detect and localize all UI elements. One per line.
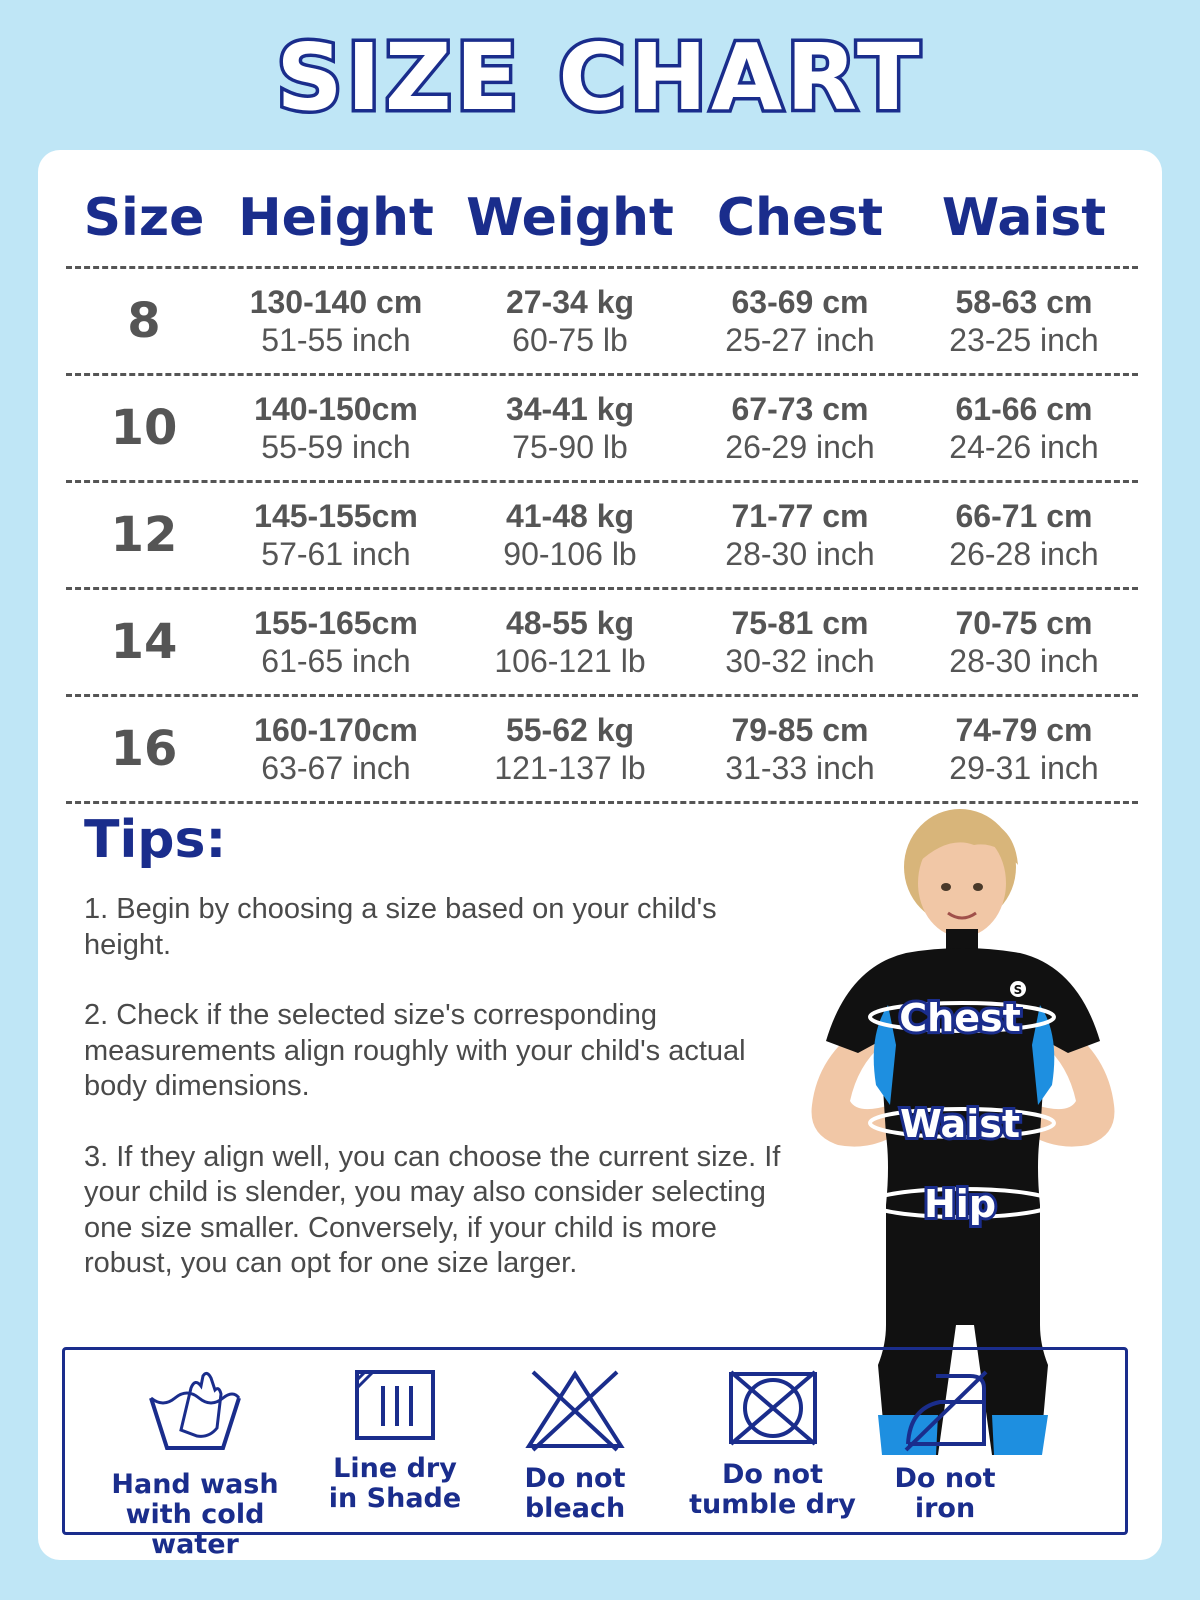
chest-cell [688,390,912,466]
height-cell [220,283,452,359]
weight-imperial: 121-137 lb [494,750,646,786]
care-label: Do not bleach [524,1463,626,1524]
chest-metric: 67-73 cm [731,391,869,427]
care-no-iron [875,1368,1015,1524]
waist-cell [912,711,1136,787]
weight-metric: 48-55 kg [505,605,635,641]
waist-cell [912,497,1136,573]
table-row [68,269,1136,373]
table-header [68,170,1136,266]
height-imperial: 61-65 inch [261,643,411,679]
weight-metric: 34-41 kg [505,391,635,427]
size-cell: 14 [110,614,178,670]
care-label: Do not tumble dry [689,1459,856,1520]
page-title: SIZE CHART [276,24,924,131]
care-line-dry [315,1368,475,1514]
tip-item: 3. If they align well, you can choose the current size. If your child is slender, you may also consider selecting one size smaller. Conversely, if your child is more robust, you can opt for one size larger. [84,1140,781,1279]
care-label: Hand wash with cold water [111,1469,279,1560]
waist-imperial: 26-28 inch [949,536,1099,572]
weight-imperial: 60-75 lb [512,322,628,358]
no-tumble-dry-icon [727,1368,819,1448]
chest-cell [688,283,912,359]
waist-metric: 66-71 cm [955,498,1093,534]
chest-imperial: 30-32 inch [725,643,875,679]
size-cell: 16 [110,721,178,777]
weight-cell [452,390,688,466]
waist-cell [912,390,1136,466]
weight-cell [452,711,688,787]
waist-cell [912,604,1136,680]
weight-imperial: 90-106 lb [503,536,637,572]
tip-item: 1. Begin by choosing a size based on your child's height. [84,893,717,961]
weight-imperial: 106-121 lb [494,643,646,679]
waist-metric: 61-66 cm [955,391,1093,427]
no-iron-icon [900,1368,990,1452]
chest-cell [688,604,912,680]
weight-metric: 27-34 kg [505,284,635,320]
tip-item: 2. Check if the selected size's corresponding measurements align roughly with your child's actual body dimensions. [84,999,746,1102]
waist-imperial: 24-26 inch [949,429,1099,465]
chest-imperial: 26-29 inch [725,429,875,465]
care-no-bleach [505,1368,645,1524]
chest-metric: 79-85 cm [731,712,869,748]
eye-right [973,883,983,891]
row-divider [66,801,1138,804]
header-height: Height [238,188,434,248]
hip-label: Hip [923,1182,997,1226]
weight-cell [452,604,688,680]
table-row [68,697,1136,801]
table-row [68,483,1136,587]
tips-title: Tips: [84,810,227,870]
waist-metric: 74-79 cm [955,712,1093,748]
size-cell: 8 [127,293,161,349]
weight-imperial: 75-90 lb [512,429,628,465]
size-cell: 12 [110,507,178,563]
no-bleach-icon [523,1368,627,1452]
height-imperial: 55-59 inch [261,429,411,465]
tips-list [84,892,784,1317]
line-dry-shade-icon [353,1368,437,1442]
chest-label: Chest [899,996,1021,1040]
eye-left [941,883,951,891]
waist-cell [912,283,1136,359]
weight-metric: 55-62 kg [505,712,635,748]
height-cell [220,711,452,787]
header-size: Size [83,188,205,248]
table-row [68,590,1136,694]
chest-metric: 75-81 cm [731,605,869,641]
height-metric: 155-165cm [254,605,418,641]
waist-imperial: 29-31 inch [949,750,1099,786]
height-metric: 145-155cm [254,498,418,534]
table-row [68,376,1136,480]
hand-wash-icon [145,1368,245,1458]
height-cell [220,390,452,466]
waist-label: Waist [899,1102,1021,1146]
header-waist: Waist [941,188,1107,248]
height-cell [220,604,452,680]
header-weight: Weight [466,188,674,248]
chest-cell [688,711,912,787]
care-instructions [62,1347,1128,1560]
weight-metric: 41-48 kg [505,498,635,534]
chest-imperial: 25-27 inch [725,322,875,358]
height-metric: 140-150cm [254,391,418,427]
height-imperial: 51-55 inch [261,322,411,358]
waist-imperial: 28-30 inch [949,643,1099,679]
care-hand-wash [85,1368,305,1560]
weight-cell [452,497,688,573]
height-metric: 160-170cm [254,712,418,748]
height-metric: 130-140 cm [249,284,423,320]
care-no-tumble-dry [685,1368,860,1520]
size-cell: 10 [110,400,178,456]
chest-imperial: 28-30 inch [725,536,875,572]
waist-metric: 70-75 cm [955,605,1093,641]
care-label: Line dry in Shade [328,1453,462,1514]
brand-logo-letter: S [1013,983,1023,997]
chest-imperial: 31-33 inch [725,750,875,786]
size-chart-card [38,150,1162,1560]
care-label: Do not iron [894,1463,996,1524]
chest-metric: 71-77 cm [731,498,869,534]
size-table [68,170,1136,804]
height-imperial: 57-61 inch [261,536,411,572]
header-chest: Chest [716,188,884,248]
chest-cell [688,497,912,573]
chest-metric: 63-69 cm [731,284,869,320]
waist-metric: 58-63 cm [955,284,1093,320]
height-cell [220,497,452,573]
waist-imperial: 23-25 inch [949,322,1099,358]
height-imperial: 63-67 inch [261,750,411,786]
weight-cell [452,283,688,359]
